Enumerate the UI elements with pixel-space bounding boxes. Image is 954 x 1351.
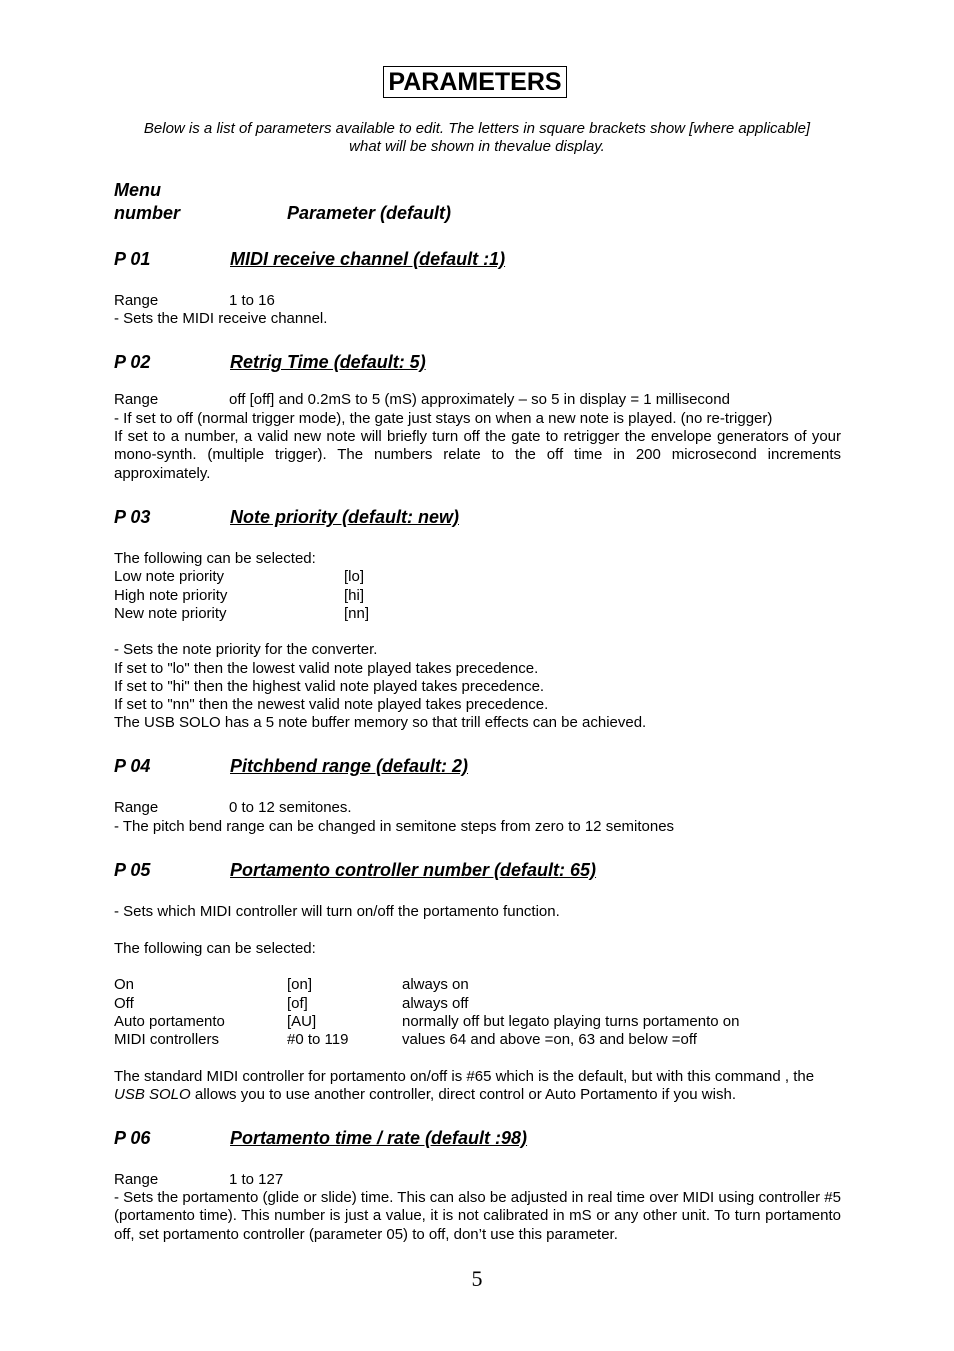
p03-option-row xyxy=(114,587,364,605)
intro-line-1: Below is a list of parameters available to edit. The letters in square brackets show [where applicable] xyxy=(143,120,811,137)
option-label: On xyxy=(114,976,135,993)
option-meaning: always on xyxy=(402,976,469,993)
p05-option-row xyxy=(114,995,468,1013)
section-heading-p05 xyxy=(114,859,596,881)
p05-description: - Sets which MIDI controller will turn on/off the portamento function. xyxy=(114,903,560,920)
p01-description: - Sets the MIDI receive channel. xyxy=(114,310,328,327)
option-code: [lo] xyxy=(344,568,365,585)
p05-option-row xyxy=(114,1013,739,1031)
intro-text xyxy=(114,120,840,156)
p04-description: - The pitch bend range can be changed in semitone steps from zero to 12 semitones xyxy=(114,818,675,835)
p03-intro: The following can be selected: xyxy=(114,550,316,567)
p03-description-line: If set to "nn" then the newest valid note played takes precedence. xyxy=(114,696,549,713)
option-label: New note priority xyxy=(114,605,227,622)
p02-range-row xyxy=(114,391,730,409)
range-label: Range xyxy=(114,292,159,309)
p03-description-line: - Sets the note priority for the converter. xyxy=(114,641,378,658)
p05-note xyxy=(114,1068,841,1105)
note-text: allows you to use another controller, direct control or Auto Portamento if you wish. xyxy=(190,1086,736,1104)
section-heading-p04 xyxy=(114,755,468,777)
column-header-menu: Menu xyxy=(114,180,161,200)
section-title: Pitchbend range (default: 2) xyxy=(230,756,469,776)
section-title: Note priority (default: new) xyxy=(230,507,459,527)
range-label: Range xyxy=(114,799,159,816)
option-label: MIDI controllers xyxy=(114,1031,220,1048)
p01-range-row xyxy=(114,292,275,310)
column-header-parameter: Parameter (default) xyxy=(287,203,452,223)
option-label: Low note priority xyxy=(114,568,225,585)
p03-option-row xyxy=(114,605,369,623)
range-value: 1 to 16 xyxy=(229,292,275,309)
section-number: P 04 xyxy=(114,756,151,776)
option-code: [of] xyxy=(287,995,308,1012)
section-heading-p02 xyxy=(114,351,426,373)
range-label: Range xyxy=(114,1171,159,1188)
p02-paragraph: If set to a number, a valid new note will briefly turn off the gate to retrigger the envelope generators of your mono-synth. (multiple trigger). The numbers relate to the off time in 200 microsecond increments approximately. xyxy=(114,428,841,482)
section-number: P 05 xyxy=(114,860,151,880)
option-code: [AU] xyxy=(287,1013,317,1030)
option-meaning: values 64 and above =on, 63 and below =off xyxy=(402,1031,697,1048)
range-value: off [off] and 0.2mS to 5 (mS) approximately – so 5 in display = 1 millisecond xyxy=(229,391,730,408)
section-heading-p03 xyxy=(114,506,459,528)
section-title: Portamento time / rate (default :98) xyxy=(230,1128,528,1148)
option-label: Auto portamento xyxy=(114,1013,225,1030)
p03-description-line: If set to "hi" then the highest valid note played takes precedence. xyxy=(114,678,545,695)
p05-option-row xyxy=(114,976,469,994)
option-label: High note priority xyxy=(114,587,228,604)
p04-range-row xyxy=(114,799,352,817)
option-code: [on] xyxy=(287,976,313,993)
column-header-number: number xyxy=(114,203,181,223)
option-meaning: normally off but legato playing turns portamento on xyxy=(402,1013,740,1030)
section-title: MIDI receive channel (default :1) xyxy=(230,249,506,269)
range-label: Range xyxy=(114,391,159,408)
section-heading-p06 xyxy=(114,1127,527,1149)
section-number: P 02 xyxy=(114,352,151,372)
p02-line: - If set to off (normal trigger mode), the gate just stays on when a new note is played. (no re-trigger) xyxy=(114,410,773,427)
section-title: Retrig Time (default: 5) xyxy=(230,352,426,372)
section-heading-p01 xyxy=(114,248,505,270)
section-number: P 01 xyxy=(114,249,151,269)
option-label: Off xyxy=(114,995,134,1012)
product-name: USB SOLO xyxy=(114,1086,191,1104)
p03-description-line: The USB SOLO has a 5 note buffer memory so that trill effects can be achieved. xyxy=(114,714,647,731)
p03-description-line: If set to "lo" then the lowest valid note played takes precedence. xyxy=(114,660,539,677)
option-code: [hi] xyxy=(344,587,365,604)
p05-option-row xyxy=(114,1031,697,1049)
p06-paragraph: - Sets the portamento (glide or slide) time. This can also be adjusted in real time over MIDI using controller #5 (portamento time). This number is just a value, it is not calibrated in mS or any other unit. To turn portamento off, set portamento controller (parameter 05) to off, don’t use this parameter. xyxy=(114,1189,841,1243)
page-title: PARAMETERS xyxy=(383,66,567,98)
range-value: 1 to 127 xyxy=(229,1171,284,1188)
section-number: P 06 xyxy=(114,1128,151,1148)
page-number: 5 xyxy=(471,1266,483,1291)
option-code: #0 to 119 xyxy=(287,1031,349,1048)
p06-range-row xyxy=(114,1171,283,1189)
option-meaning: always off xyxy=(402,995,469,1012)
section-title: Portamento controller number (default: 65) xyxy=(230,860,597,880)
p05-intro: The following can be selected: xyxy=(114,940,316,957)
section-number: P 03 xyxy=(114,507,151,527)
option-code: [nn] xyxy=(344,605,370,622)
intro-line-2: what will be shown in thevalue display. xyxy=(349,138,605,155)
range-value: 0 to 12 semitones. xyxy=(229,799,352,816)
note-text: The standard MIDI controller for portamento on/off is #65 which is the default, but with this command , the xyxy=(114,1068,815,1085)
p03-option-row xyxy=(114,568,364,586)
